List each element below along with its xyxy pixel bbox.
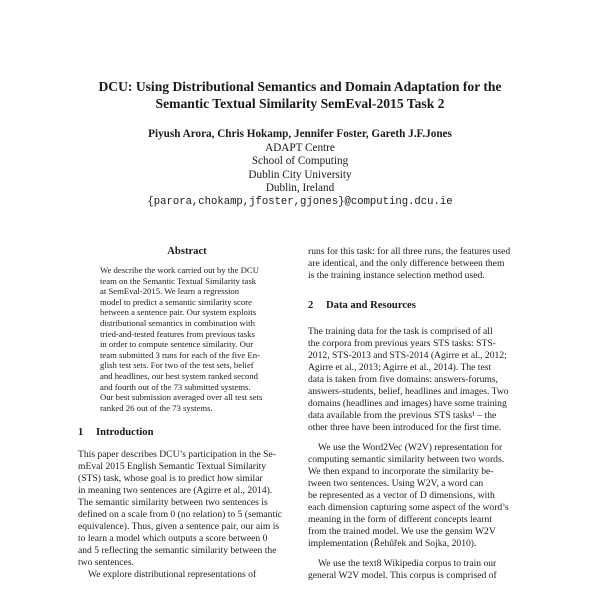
intro-line: equivalence). Thus, given a sentence pair, our aim is [78, 521, 280, 533]
intro-line: and 5 reflecting the semantic similarity between the [78, 545, 277, 557]
runs-paragraph [308, 246, 520, 282]
intro-line: (STS) task, whose goal is to predict how similar [78, 473, 263, 485]
intro-line: This paper describes DCU’s participation in the Se- [78, 449, 276, 461]
p2-line: from the trained model. We use the gensim W2V [308, 526, 496, 537]
p1-line: data is taken from five domains: answers-forums, [308, 374, 498, 385]
runs-line: are identical, and the only difference between them [308, 258, 505, 269]
intro-line: We explore distributional representations of [88, 569, 257, 581]
intro-heading [78, 427, 296, 439]
abstract-line: model to predict a semantic similarity score [100, 296, 252, 307]
abstract-line: distributional semantics in combination with [100, 317, 255, 328]
title-line-2: Semantic Textual Similarity SemEval-2015 Task 2 [155, 96, 445, 111]
p2-line: computing semantic similarity between two words. [308, 454, 505, 465]
data-resources-heading [308, 300, 520, 312]
intro-section-title: Introduction [96, 427, 154, 439]
abstract-line: tried-and-tested features from previous tasks [100, 328, 255, 339]
p2-line: meaning in the form of different concepts learnt [308, 514, 492, 525]
data-paragraph-2 [308, 442, 520, 550]
abstract-line: glish test sets. For two of the test sets, belief [100, 360, 254, 371]
sec2-title: Data and Resources [326, 300, 416, 311]
p3-line: We use the text8 Wikipedia corpus to train our [318, 558, 497, 569]
abstract-line: between a sentence pair. Our system exploits [100, 307, 257, 318]
runs-line: runs for this task: for all three runs, the features used [308, 246, 511, 257]
abstract-line: and fourth out of the 73 submitted systems. [100, 381, 251, 392]
abstract-line: at SemEval-2015. We learn a regression [100, 286, 240, 297]
intro-line: to learn a model which outputs a score between 0 [78, 533, 268, 545]
intro-section-number: 1 [78, 427, 84, 439]
author-names: Piyush Arora, Chris Hokamp, Jennifer Foster, Gareth J.F.Jones [148, 128, 452, 140]
intro-line: mEval 2015 English Semantic Textual Similarity [78, 461, 267, 473]
intro-line: in meaning two sentences are (Agirre et al., 2014). [78, 485, 273, 497]
paper-title [60, 78, 540, 112]
abstract-heading: Abstract [167, 246, 207, 257]
p1-line: The training data for the task is comprised of all [308, 326, 493, 337]
abstract-line: Our best submission averaged over all test sets [100, 392, 263, 403]
abstract-line: team submitted 3 runs for each of the five En- [100, 349, 260, 360]
abstract-line: and headlines, our best system ranked second [100, 370, 259, 381]
p2-line: We then expand to incorporate the similarity be- [308, 466, 494, 477]
p1-line: domains (headlines and images) have some training [308, 398, 507, 409]
affiliation-city: Dublin, Ireland [265, 182, 335, 195]
title-line-1: DCU: Using Distributional Semantics and Domain Adaptation for the [98, 79, 502, 94]
p2-line: each dimension capturing some aspect of the word’s [308, 502, 509, 513]
author-block [60, 128, 540, 210]
sec2-number: 2 [308, 300, 314, 311]
data-paragraph-1 [308, 326, 520, 434]
p2-line: implementation (Řehůřek and Sojka, 2010). [308, 538, 477, 549]
p2-line: We use the Word2Vec (W2V) representation for [318, 442, 503, 453]
abstract-line: in order to compute sentence similarity. Our [100, 339, 254, 350]
right-column [308, 246, 520, 582]
p3-line: general W2V model. This corpus is comprised of [308, 570, 497, 581]
p1-line: the corpora from previous years STS tasks: STS- [308, 338, 496, 349]
affiliation-university: Dublin City University [248, 168, 352, 181]
left-column [78, 246, 296, 581]
runs-line: is the training instance selection method used. [308, 270, 485, 281]
p2-line: tween two sentences. Using W2V, a word can [308, 478, 484, 489]
intro-body [78, 449, 296, 581]
abstract-line: We describe the work carried out by the DCU [100, 265, 259, 275]
data-paragraph-3 [308, 558, 520, 582]
abstract-line: team on the Semantic Textual Similarity task [100, 275, 257, 286]
p2-line: be represented as a vector of D dimensions, with [308, 490, 495, 501]
p1-line: other three have been introduced for the first time. [308, 422, 502, 433]
p1-line: answers-students, belief, headlines and images. Two [308, 386, 509, 397]
intro-line: defined on a scale from 0 (no relation) to 5 (semantic [78, 509, 283, 521]
p1-line: data available from the previous STS tasks¹ – the [308, 410, 497, 421]
affiliation-centre: ADAPT Centre [265, 141, 335, 154]
intro-line: two sentences. [78, 557, 134, 569]
abstract-body [78, 265, 296, 413]
p1-line: Agirre et al., 2013; Agirre et al., 2014). The test [308, 362, 492, 373]
affiliation-school: School of Computing [251, 155, 349, 168]
author-emails: {parora,chokamp,jfoster,gjones}@computing.dcu.ie [147, 195, 453, 208]
intro-line: The semantic similarity between two sentences is [78, 497, 268, 509]
p1-line: 2012, STS-2013 and STS-2014 (Agirre et al., 2012; [308, 350, 507, 361]
abstract-line: ranked 26 out of the 73 systems. [100, 402, 213, 413]
